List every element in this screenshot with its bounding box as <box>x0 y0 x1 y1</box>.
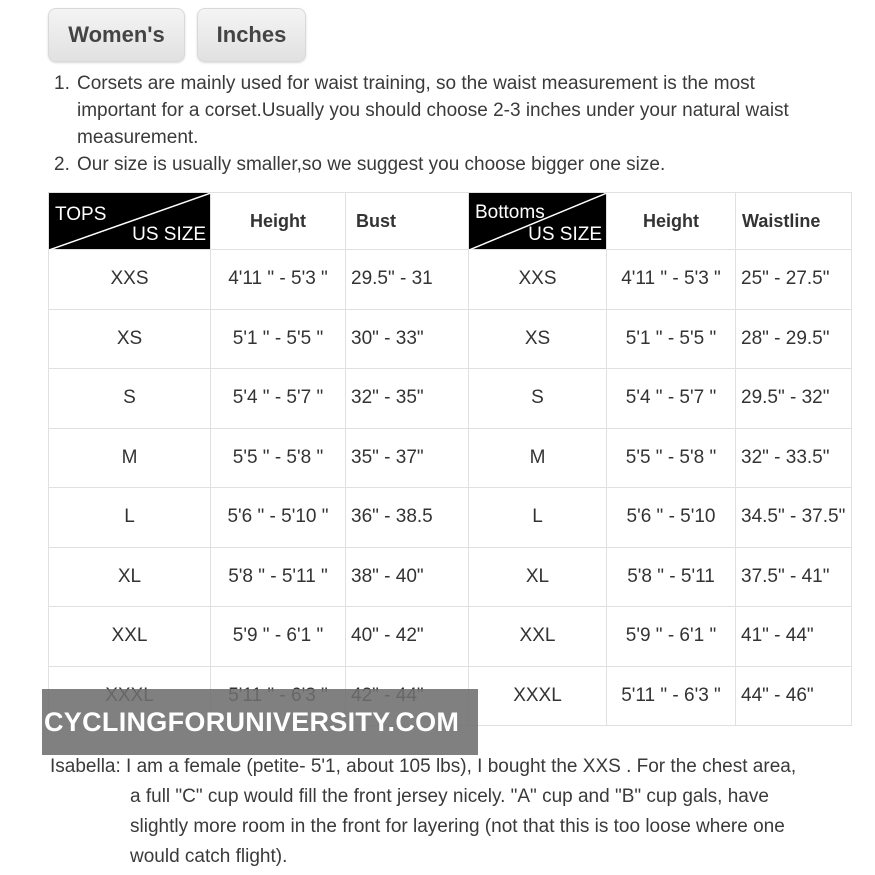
height-cell: 5'4 " - 5'7 " <box>211 369 346 429</box>
table-row <box>49 488 469 548</box>
watermark: CYCLINGFORUNIVERSITY.COM <box>42 689 478 755</box>
table-row <box>49 428 469 488</box>
waistline-header: Waistline <box>736 193 852 250</box>
height-cell: 5'4 " - 5'7 " <box>607 369 736 429</box>
height-header: Height <box>211 193 346 250</box>
bust-header: Bust <box>346 193 469 250</box>
measure-cell: 38" - 40" <box>346 547 469 607</box>
size-cell: M <box>469 428 607 488</box>
measure-cell: 30" - 33" <box>346 309 469 369</box>
review-line: would catch flight). <box>130 846 288 867</box>
height-cell: 4'11 " - 5'3 " <box>211 250 346 310</box>
size-cell: XXS <box>469 250 607 310</box>
womens-tab[interactable]: Women's <box>48 8 185 62</box>
size-cell: L <box>49 488 211 548</box>
measure-cell: 25" - 27.5" <box>736 250 852 310</box>
measure-cell: 34.5" - 37.5" <box>736 488 852 548</box>
height-cell: 5'9 " - 6'1 " <box>607 607 736 667</box>
table-row <box>469 250 852 310</box>
measure-cell: 28" - 29.5" <box>736 309 852 369</box>
tops-corner-header <box>49 193 211 250</box>
size-cell: XXL <box>469 607 607 667</box>
size-cell: XL <box>469 547 607 607</box>
measure-cell: 40" - 42" <box>346 607 469 667</box>
table-row <box>469 488 852 548</box>
height-cell: 5'9 " - 6'1 " <box>211 607 346 667</box>
bottoms-corner-header <box>469 193 607 250</box>
table-row <box>49 369 469 429</box>
size-cell: XXL <box>49 607 211 667</box>
size-cell: XS <box>469 309 607 369</box>
note-text: Corsets are mainly used for waist training, so the waist measurement is the most important for a corset.Usually you should choose 2-3 inches under your natural waist measurement. <box>77 73 789 148</box>
table-row <box>469 369 852 429</box>
table-row <box>49 250 469 310</box>
bottoms-size-table <box>468 192 852 726</box>
measure-cell: 32" - 35" <box>346 369 469 429</box>
height-cell: 5'5 " - 5'8 " <box>607 428 736 488</box>
height-cell: 5'6 " - 5'10 <box>607 488 736 548</box>
height-cell: 5'1 " - 5'5 " <box>211 309 346 369</box>
measure-cell: 37.5" - 41" <box>736 547 852 607</box>
table-row <box>49 547 469 607</box>
note-number: 2. <box>54 154 70 175</box>
measure-cell: 32" - 33.5" <box>736 428 852 488</box>
note-text: Our size is usually smaller,so we suggest you choose bigger one size. <box>77 154 666 175</box>
measure-cell: 29.5" - 32" <box>736 369 852 429</box>
measure-cell: 41" - 44" <box>736 607 852 667</box>
table-row <box>469 309 852 369</box>
size-cell: XS <box>49 309 211 369</box>
note-number: 1. <box>54 73 70 94</box>
note-2 <box>54 151 834 178</box>
tops-label: TOPS <box>55 204 107 225</box>
size-notes <box>54 70 834 178</box>
table-row <box>469 607 852 667</box>
height-cell: 4'11 " - 5'3 " <box>607 250 736 310</box>
height-cell: 5'6 " - 5'10 " <box>211 488 346 548</box>
us-size-label: US SIZE <box>132 224 206 245</box>
table-row <box>49 607 469 667</box>
size-cell: S <box>469 369 607 429</box>
table-row <box>469 428 852 488</box>
bottoms-label: Bottoms <box>475 202 545 223</box>
size-cell: L <box>469 488 607 548</box>
height-cell: 5'1 " - 5'5 " <box>607 309 736 369</box>
table-row <box>469 666 852 726</box>
height-cell: 5'5 " - 5'8 " <box>211 428 346 488</box>
measure-cell: 36" - 38.5 <box>346 488 469 548</box>
tops-size-table <box>48 192 469 726</box>
us-size-label: US SIZE <box>528 224 602 245</box>
inches-tab[interactable]: Inches <box>197 8 306 62</box>
measure-cell: 35" - 37" <box>346 428 469 488</box>
height-header: Height <box>607 193 736 250</box>
size-cell: S <box>49 369 211 429</box>
size-cell: XXXL <box>469 666 607 726</box>
size-cell: XXS <box>49 250 211 310</box>
height-cell: 5'8 " - 5'11 <box>607 547 736 607</box>
measure-cell: 29.5" - 31 <box>346 250 469 310</box>
size-cell: M <box>49 428 211 488</box>
table-row <box>49 309 469 369</box>
review-line: Isabella: I am a female (petite- 5'1, about 105 lbs), I bought the XXS . For the chest area, <box>50 756 797 777</box>
review-line: slightly more room in the front for layering (not that this is too loose where one <box>130 816 785 837</box>
review-line: a full "C" cup would fill the front jersey nicely. "A" cup and "B" cup gals, have <box>130 786 769 807</box>
table-row <box>469 547 852 607</box>
measure-cell: 44" - 46" <box>736 666 852 726</box>
height-cell: 5'11 " - 6'3 " <box>607 666 736 726</box>
height-cell: 5'8 " - 5'11 " <box>211 547 346 607</box>
note-1 <box>54 70 834 151</box>
customer-review <box>50 752 850 872</box>
size-cell: XL <box>49 547 211 607</box>
